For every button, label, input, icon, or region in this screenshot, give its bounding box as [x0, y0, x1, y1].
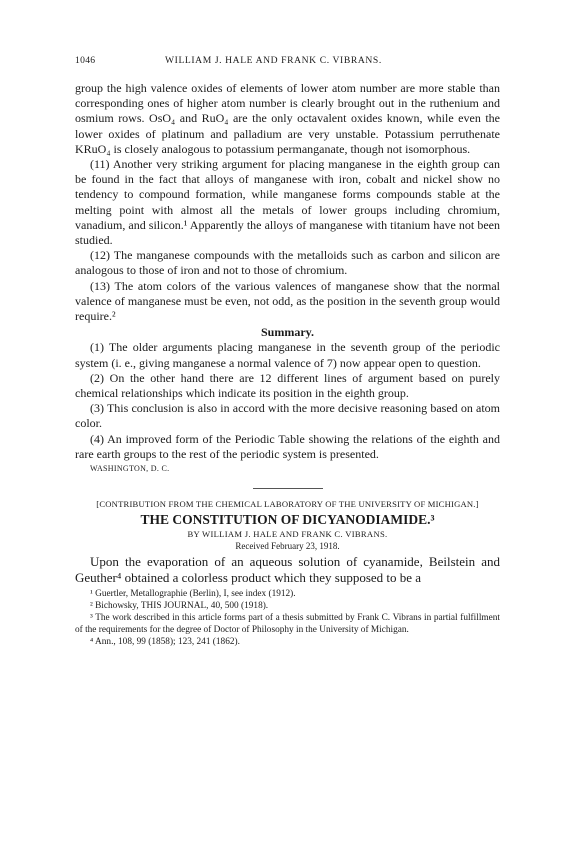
summary-item-4: (4) An improved form of the Periodic Table showing the relations of the eighth and rare earth groups to the rest of the periodic system is presented.: [75, 431, 500, 461]
footnote-2: ² Bichowsky, THIS JOURNAL, 40, 500 (1918).: [90, 601, 269, 612]
summary-item-1: (1) The older arguments placing manganese in the seventh group of the periodic system (i. e., giving manganese a normal valence of 7) now appear open to question.: [75, 340, 500, 370]
article-byline: BY WILLIAM J. HALE AND FRANK C. VIBRANS.: [187, 529, 388, 540]
paragraph-12: (12) The manganese compounds with the metalloids such as carbon and silicon are analogous to those of iron and not to those of chromium.: [75, 248, 500, 278]
running-title: WILLIAM J. HALE AND FRANK C. VIBRANS.: [165, 55, 382, 66]
page-body: [75, 81, 500, 648]
footnote-4: ⁴ Ann., 108, 99 (1858); 123, 241 (1862).: [90, 637, 240, 648]
footnote-3: ³ The work described in this article forms part of a thesis submitted by Frank C. Vibrans in partial fulfillment of the requirements for the degree of Doctor of Philosophy in the University of Michigan.: [75, 613, 500, 636]
article-title: THE CONSTITUTION OF DICYANODIAMIDE.³: [140, 512, 435, 528]
page-header: [75, 55, 500, 69]
summary-item-3: (3) This conclusion is also in accord with the more decisive reasoning based on atom color.: [75, 401, 500, 431]
footnote-1: ¹ Guertler, Metallographie (Berlin), I, see index (1912).: [90, 589, 296, 600]
footnotes: [75, 588, 500, 648]
section-divider: [253, 488, 323, 489]
page-number: 1046: [75, 55, 96, 66]
location-line: WASHINGTON, D. C.: [90, 464, 170, 474]
paragraph-11: (11) Another very striking argument for placing manganese in the eighth group can be found in the fact that alloys of manganese with iron, cobalt and nickel show no tendency to compound formation, while manganese forms compounds stable at the melting point with almost all the metals of lower groups including chromium, vanadium, and silicon.¹ Apparently the alloys of manganese with titanium have not been studied.: [75, 157, 500, 248]
paragraph-continued: group the high valence oxides of elements of lower atom number are more stable than corresponding ones of higher atom number is clearly brought out in the ruthenium and osmium rows. OsO₄ and RuO₄ are the only octavalent oxides known, while even the lower oxides of platinum and palladium are very unstable. Potassium perruthenate KRuO₄ is closely analogous to potassium permanganate, though not isomorphous.: [75, 81, 500, 156]
article-lead-paragraph: Upon the evaporation of an aqueous solution of cyanamide, Beilstein and Geuther⁴ obtained a colorless product which they supposed to be a: [75, 554, 500, 586]
received-date: Received February 23, 1918.: [235, 541, 340, 552]
paragraph-13: (13) The atom colors of the various valences of manganese show that the normal valence of manganese must be even, not odd, as the position in the seventh group would require.²: [75, 278, 500, 324]
summary-heading: Summary.: [260, 325, 314, 340]
summary-item-2: (2) On the other hand there are 12 different lines of argument based on purely chemical relationships which indicate its position in the eighth group.: [75, 370, 500, 401]
contribution-line: [CONTRIBUTION FROM THE CHEMICAL LABORATORY OF THE UNIVERSITY OF MICHIGAN.]: [96, 499, 479, 510]
